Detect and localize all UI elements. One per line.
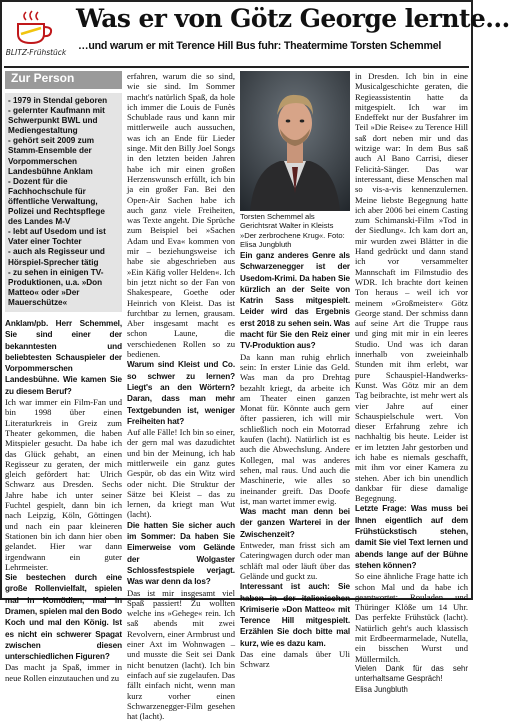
person-item: - auch als Regisseur und Hörspiel-Sprecher tätig — [8, 247, 105, 267]
question: Sie bestechen durch eine große Rollenvielfalt, spielen mal in Komödien, mal in Dramen, spielen mal den Bodo Koch und mal den König. Ist es nicht ein schwerer Spagat zwischen diesen unterschiedlichen Figuren? — [5, 573, 122, 662]
author-name: Elisa Jungbluth — [355, 684, 408, 694]
question: Letzte Frage: Was muss bei Ihnen eigentlich auf dem Frühstückstisch stehen, damit Sie viel Text lernen und abends lange auf der Bühne stehen können? — [355, 504, 468, 570]
question: Interessant ist auch: Sie haben in der italienischen Krimiserie »Don Matteo« mit Terence Hill mitgespielt. Erzählen Sie doch bitte mal kurz, wie es dazu kam. — [240, 582, 350, 648]
header-rule — [4, 66, 469, 68]
column-2 — [127, 71, 235, 721]
column-4 — [355, 71, 468, 694]
logo — [4, 4, 68, 66]
answer: Das ist mir insgesamt viel Spaß passiert! Zu wollten welche ins »Gehege« rein. Ich saß abends mit zwei Revolvern, einer Armbrust und einer Axt im Wohnwagen – und musste die Seit sei Dank nicht benutzen (lacht). Ich bin einfach auf sie zugelaufen. Das fällt einfach nicht, wenn man kurz vorher einen Schwarzenegger-Film gesehen hat (lacht). — [127, 587, 235, 721]
answer: So eine ähnliche Frage hatte ich schon Mal und da habe ich geantwortet: Rouladen und Thüringer Klöße um 14 Uhr. Das perfekte Frühstück (lacht). Natürlich geht's auch klassisch mit Erdbeermarmelade, Nutella, ein bisschen Wurst und Müllermilch. — [355, 571, 468, 664]
logo-text: BLITZ-Frühstück — [5, 48, 67, 57]
column-1 — [5, 71, 122, 683]
question: Warum sind Kleist und Co. so schwer zu lernen? Liegt's an den Wörtern? Daran, dass man mehr Textgebunden ist, weniger Freiheiten hat? — [127, 360, 235, 426]
closing-thanks: Vielen Dank für das sehr unterhaltsame Gespräch! — [355, 663, 468, 684]
person-item: - gehört seit 2009 zum Stamm-Ensemble der Vorpommerschen Landesbühne Anklam — [8, 136, 94, 176]
question: Anklam/pb. Herr Schemmel, Sie sind einer der bekanntesten und beliebtesten Schauspieler der Vorpommerschen Landesbühne. Wie kamen Sie zu diesem Beruf? — [5, 318, 122, 396]
answer: Das macht ja Spaß, immer in neue Rollen einzutauchen und zu — [5, 662, 122, 683]
answer: Ich war immer ein Film-Fan und bin 1998 über einen Literaturkreis in Greiz zum Theater gekommen, die haben Mitspieler gesucht. Da habe ich das Glück gehabt, an einen Regisseur zu geraten, der mich gleich gefördert hat: Ulrich Schwarz aus Dresden. Sechs Jahre habe ich unter seiner Fuchtel gespielt, dann bin ich nach Leipzig, Köln, Göttingen und nach ein paar kleineren Stationen bin ich dann hier oben gelandet. Hier war dann irgendwann ein guter Lehrmeister. — [5, 397, 122, 572]
headline: Was er von Götz George lernte… — [76, 4, 510, 33]
person-item: - Dozent für die Fachhochschule für öffentliche Verwaltung, Polizei und Rechtspflege des Landes M-V — [8, 176, 105, 227]
answer: Da kann man ruhig ehrlich sein: In erster Linie das Geld. Was man da pro Drehtag bezahlt kriegt, da arbeite ich am Theater einen ganzen Monat für. Könnte auch gern öfter passieren, ich will mir schließlich noch ein Motorrad kaufen (lacht). Natürlich ist es auch die Abwechslung. Andere Kollegen, mal was anderes sehen, mal raus. Und auch die Maschinerie, wie alles so ineinander greift. Das Doofe ist, man wartet immer ewig. — [240, 351, 350, 506]
person-item: - zu sehen in einigen TV-Produktionen, u.a. »Don Matteo« oder »Der Mauerschütze« — [8, 267, 104, 307]
answer: Entweder, man frisst sich am Cateringwagen durch oder man schläft mal oder läuft über das Gelände und guckt zu. — [240, 540, 350, 581]
person-item: - gelernter Kaufmann mit Schwerpunkt BWL und Mediengestaltung — [8, 106, 105, 136]
actor-photo — [240, 71, 350, 211]
person-box — [5, 93, 122, 312]
question: Was macht man denn bei der ganzen Warterei in der Zwischenzeit? — [240, 507, 350, 539]
person-box-heading: Zur Person — [5, 71, 122, 89]
question: Ein ganz anderes Genre als Schwarzenegger ist der Usedom-Krimi. Da haben Sie kürzlich an der Seite von Katrin Sass mitgespielt. Leider wird das Ergebnis erst 2018 zu sehen sein. Was macht für Sie den Reiz einer TV-Produktion aus? — [240, 251, 350, 351]
column-3 — [240, 250, 350, 670]
answer: Auf alle Fälle! Ich bin so einer, der gern mal was dazudichtet und bin der Meinung, ich hab mittlerweile ein ganz gutes Gespür, ob das ein Witz wird oder nicht. Die Struktur der Sätze bei Kleist – das zu lernen, da kriegt man Wut (lacht). — [127, 427, 235, 520]
person-item: - 1979 in Stendal geboren — [8, 96, 108, 105]
actor-portrait-image — [240, 71, 350, 211]
answer: in Dresden. Ich bin in eine Musicalgeschichte geraten, die Regieassistentin hatte da mitgespielt. Ich war im Endeffekt nur der Busfahrer im Teil »Die Reise« zu Terence Hill saß dort neben mir und das witzige war: In dem Bus saß auch Al Bano Carrisi, dieser Felicità-Sänger. Das war interessant, diese Menschen mal so vis-a-vis kennenzulernen. Meine liebste Begegnung hatte ich aber 2006 bei einem Casting zum Schimanski-Film »Tod in der Siedlung«. Ich kam dort an, mir wurden zwei Blätter in die Hand gedrückt und dann stand ich vor versammelter Mannschaft im Filmstudio des WDR. Ich brachte dort keinen Ton heraus – weil ich vor meinem »Großmeister« Götz George stand. Der schmiss dann auf seine Art die Truppe raus und ging mit mir in ein leeres Studio. Und was ich daran innerhalb von zweieinhalb Stunden mit ihm erlebt, war pure Schauspiel-Handwerks-Kunst. Was Götz mir an dem Tag beibrachte, ist mehr wert als vier Jahre auf einer Schauspielschule wert. Von dieser Erfahrung zehre ich nachhaltig bis heute. Leider ist er im letzten Jahr gestorben und ich habe es niemals geschafft, mit ihm vor einer Kamera zu stehen. Aber ich bin unendlich dankbar für diese damalige Begegnung. — [355, 71, 468, 504]
question: Die hatten Sie sicher auch im Sommer: Da haben Sie Eimerweise vom Gelände der Wolgaster Schlossfestspiele verjagt. Was war denn da los? — [127, 520, 235, 587]
coffee-cup-icon — [12, 10, 56, 46]
photo-caption: Torsten Schemmel als Gerichtsrat Walter in Kleists »Der zerbrochene Krug«. Foto: Elisa Jungbluth — [240, 212, 345, 250]
subline: …und warum er mit Terence Hill Bus fuhr: Theatermime Torsten Schemmel — [78, 40, 442, 52]
person-item: - lebt auf Usedom und ist Vater einer Tochter — [8, 227, 106, 247]
answer: erfahren, warum die so sind, wie sie sind. Im Sommer macht's natürlich Spaß, da hole ich immer die Louis de Funès Schublade raus und kann mir mittlerweile auch aussuchen, was ich an Ende für Lieder singe. Mit den Billy Joel Songs in den letzten beiden Jahren habe ich mir einen großen Herzenswunsch erfüllt, ich bin ja ein großer Fan. Bei den Open-Air Sachen habe ich auch ganz viele Freiheiten, was Texte angeht. Die Sprüche zum Beispiel bei »Sachen Adam und Eva« kommen von mir – beziehungsweise ich habe sie abgeschrieben aus »Ein Käfig voller Helden«. Ich bin jetzt nicht so der Fan von Shakespeare, Goethe oder Heinrich von Kleist. Das ist furchtbar zu lernen, grausam. Aber insgesamt macht es schon Laune, die verschiedenen Rollen so zu bedienen. — [127, 71, 235, 360]
answer: Das eine damals über Uli Schwarz — [240, 648, 350, 670]
